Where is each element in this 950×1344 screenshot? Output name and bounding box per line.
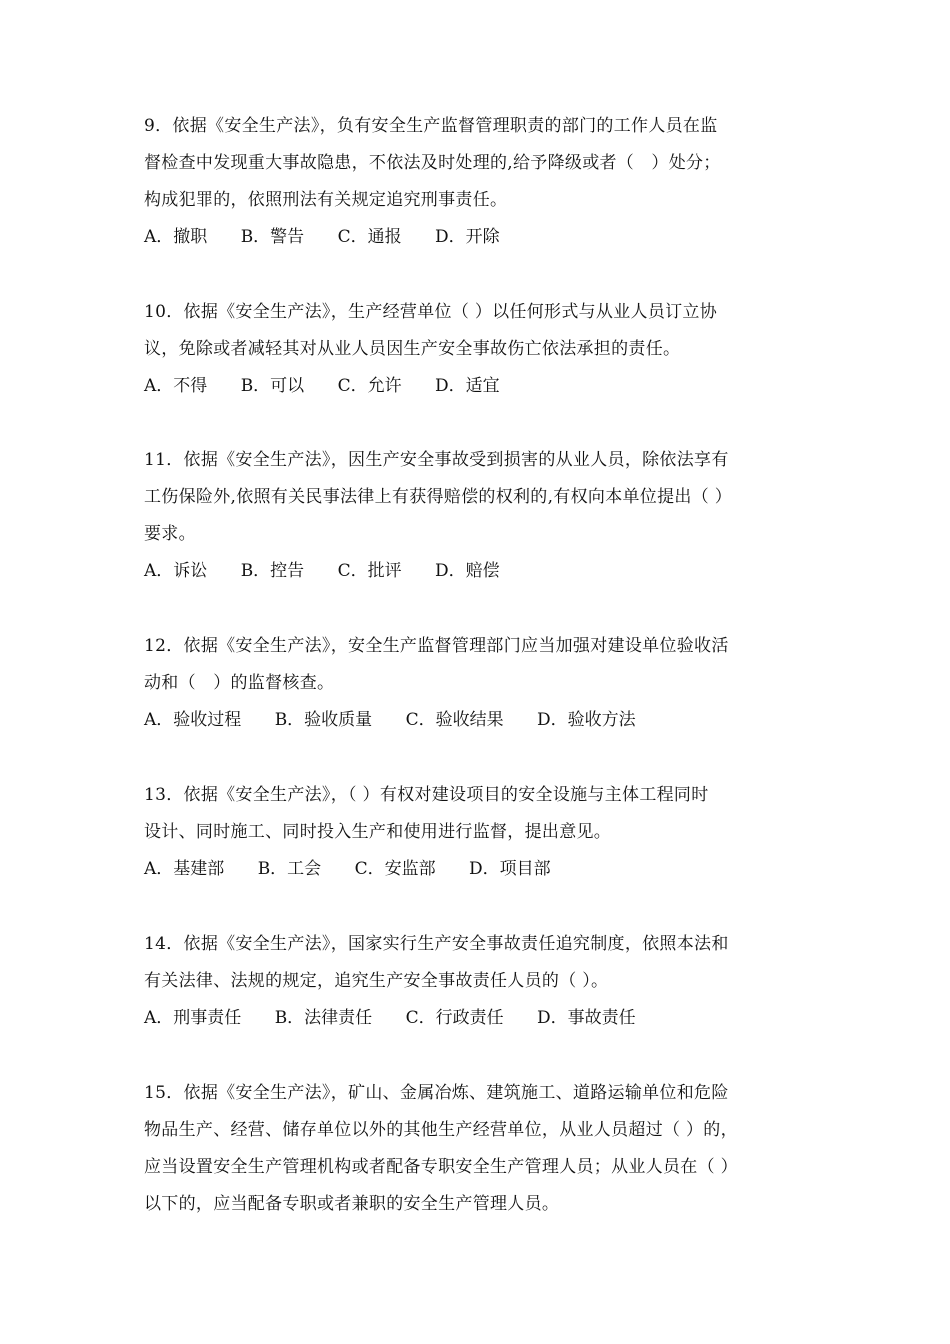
option-c: C．验收结果 xyxy=(405,710,504,730)
answer-options xyxy=(144,368,804,405)
question-12 xyxy=(144,628,804,739)
answer-options xyxy=(144,1000,804,1037)
question-text-line: 工伤保险外,依照有关民事法律上有获得赔偿的权利的,有权向本单位提出（ ） xyxy=(144,487,733,507)
option-b: B．验收质量 xyxy=(274,710,373,730)
question-11 xyxy=(144,442,804,590)
question-text-line: 构成犯罪的，依照刑法有关规定追究刑事责任。 xyxy=(144,190,508,210)
option-b: B．可以 xyxy=(240,376,305,396)
option-d: D．验收方法 xyxy=(537,710,636,730)
question-text-line: 应当设置安全生产管理机构或者配备专职安全生产管理人员；从业人员在（ ） xyxy=(144,1157,738,1177)
question-text-line: 动和（ ）的监督核查。 xyxy=(144,673,335,693)
question-15 xyxy=(144,1075,804,1223)
question-9 xyxy=(144,108,804,256)
option-b: B．法律责任 xyxy=(274,1008,373,1028)
option-a: A．刑事责任 xyxy=(144,1008,242,1028)
question-text-line: 督检查中发现重大事故隐患，不依法及时处理的,给予降级或者（ ）处分； xyxy=(144,153,721,173)
question-text-line: 15．依据《安全生产法》，矿山、金属冶炼、建筑施工、道路运输单位和危险 xyxy=(144,1083,729,1103)
option-c: C．允许 xyxy=(337,376,402,396)
option-d: D．事故责任 xyxy=(537,1008,636,1028)
question-text-line: 设计、同时施工、同时投入生产和使用进行监督，提出意见。 xyxy=(144,822,612,842)
question-text-line: 13．依据《安全生产法》，（ ）有权对建设项目的安全设施与主体工程同时 xyxy=(144,785,709,805)
option-d: D．适宜 xyxy=(435,376,500,396)
option-a: A．基建部 xyxy=(144,859,225,879)
question-text-line: 议，免除或者减轻其对从业人员因生产安全事故伤亡依法承担的责任。 xyxy=(144,339,681,359)
answer-options xyxy=(144,219,804,256)
question-text-line: 9．依据《安全生产法》，负有安全生产监督管理职责的部门的工作人员在监 xyxy=(144,116,718,136)
question-13 xyxy=(144,777,804,888)
question-text-line: 10．依据《安全生产法》，生产经营单位（ ）以任何形式与从业人员订立协 xyxy=(144,302,718,322)
option-a: A．诉讼 xyxy=(144,561,208,581)
option-d: D．开除 xyxy=(435,227,500,247)
question-text-line: 12．依据《安全生产法》，安全生产监督管理部门应当加强对建设单位验收活 xyxy=(144,636,729,656)
option-a: A．撤职 xyxy=(144,227,208,247)
option-b: B．工会 xyxy=(257,859,322,879)
option-c: C．安监部 xyxy=(354,859,436,879)
question-text-line: 有关法律、法规的规定，追究生产安全事故责任人员的（ ）。 xyxy=(144,971,609,991)
answer-options xyxy=(144,851,804,888)
question-text-line: 物品生产、经营、储存单位以外的其他生产经营单位，从业人员超过（ ）的， xyxy=(144,1120,738,1140)
option-b: B．控告 xyxy=(240,561,305,581)
option-a: A．验收过程 xyxy=(144,710,242,730)
question-10 xyxy=(144,294,804,405)
option-c: C．通报 xyxy=(337,227,402,247)
question-text-line: 11．依据《安全生产法》，因生产安全事故受到损害的从业人员，除依法享有 xyxy=(144,450,729,470)
option-b: B．警告 xyxy=(240,227,305,247)
option-d: D．赔偿 xyxy=(435,561,500,581)
option-a: A．不得 xyxy=(144,376,208,396)
option-d: D．项目部 xyxy=(469,859,551,879)
answer-options xyxy=(144,702,804,739)
answer-options xyxy=(144,553,804,590)
question-text-line: 要求。 xyxy=(144,524,196,544)
option-c: C．批评 xyxy=(337,561,402,581)
question-text-line: 以下的，应当配备专职或者兼职的安全生产管理人员。 xyxy=(144,1194,560,1214)
question-14 xyxy=(144,926,804,1037)
option-c: C．行政责任 xyxy=(405,1008,504,1028)
question-text-line: 14．依据《安全生产法》，国家实行生产安全事故责任追究制度，依照本法和 xyxy=(144,934,729,954)
